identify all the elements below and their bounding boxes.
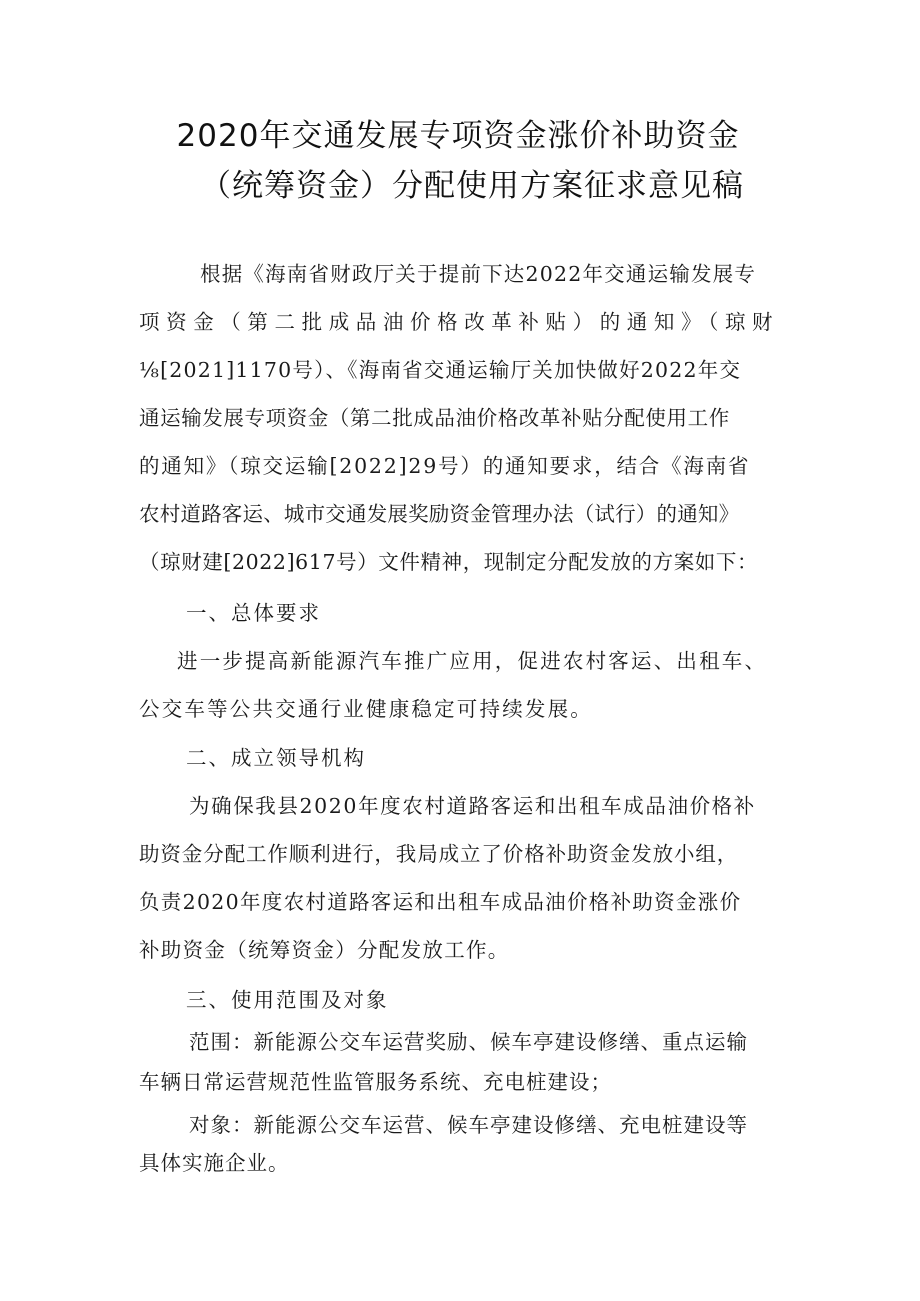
- object-line: 具体实施企业。: [139, 1151, 290, 1175]
- intro-line: 的通知》（琼交运输[2022]29号）的通知要求，结合《海南省: [139, 454, 751, 478]
- section3-scope-paragraph: [139, 1022, 784, 1102]
- section2-line: 补助资金（统筹资金）分配发放工作。: [139, 938, 510, 962]
- intro-line: 农村道路客运、城市交通发展奖励资金管理办法（试行）的通知》: [139, 502, 740, 526]
- section1-line: 公交车等公共交通行业健康稳定可持续发展。: [139, 697, 593, 721]
- section1-line: 进一步提高新能源汽车推广应用，促进农村客运、出租车、: [177, 649, 768, 673]
- section3-object-paragraph: [139, 1106, 784, 1182]
- scope-line: 范围：新能源公交车运营奖励、候车亭建设修缮、重点运输: [189, 1030, 748, 1054]
- document-title-line-2: （统筹资金）分配使用方案征求意见稿: [200, 168, 744, 204]
- intro-line: （琼财建[2022]617号）文件精神，现制定分配发放的方案如下：: [139, 550, 759, 574]
- document-title-line-1: 2020年交通发展专项资金涨价补助资金: [176, 118, 740, 154]
- section-heading-leadership: 二、成立领导机构: [186, 746, 366, 770]
- intro-line: 根据《海南省财政厅关于提前下达2022年交通运输发展专: [200, 262, 757, 286]
- intro-line: ⅛[2021]1170号）、《海南省交通运输厅关加快做好2022年交: [139, 358, 742, 382]
- section-heading-general-requirements: 一、总体要求: [186, 601, 321, 625]
- section2-line: 助资金分配工作顺利进行，我局成立了价格补助资金发放小组，: [139, 842, 739, 866]
- scope-line: 车辆日常运营规范性监管服务系统、充电桩建设；: [139, 1070, 612, 1094]
- object-line: 对象：新能源公交车运营、候车亭建设修缮、充电桩建设等: [189, 1113, 748, 1137]
- section2-paragraph: [139, 782, 784, 974]
- section2-line: 负责2020年度农村道路客运和出租车成品油价格补助资金涨价: [139, 890, 742, 914]
- intro-paragraph: [139, 250, 784, 586]
- section2-line: 为确保我县2020年度农村道路客运和出租车成品油价格补: [189, 794, 756, 818]
- section1-paragraph: [139, 637, 784, 733]
- intro-line: 项资金（第二批成品油价格改革补贴）的通知》（琼财: [139, 310, 780, 334]
- section-heading-scope-and-objects: 三、使用范围及对象: [186, 988, 389, 1012]
- intro-line: 通运输发展专项资金（第二批成品油价格改革补贴分配使用工作: [139, 406, 730, 430]
